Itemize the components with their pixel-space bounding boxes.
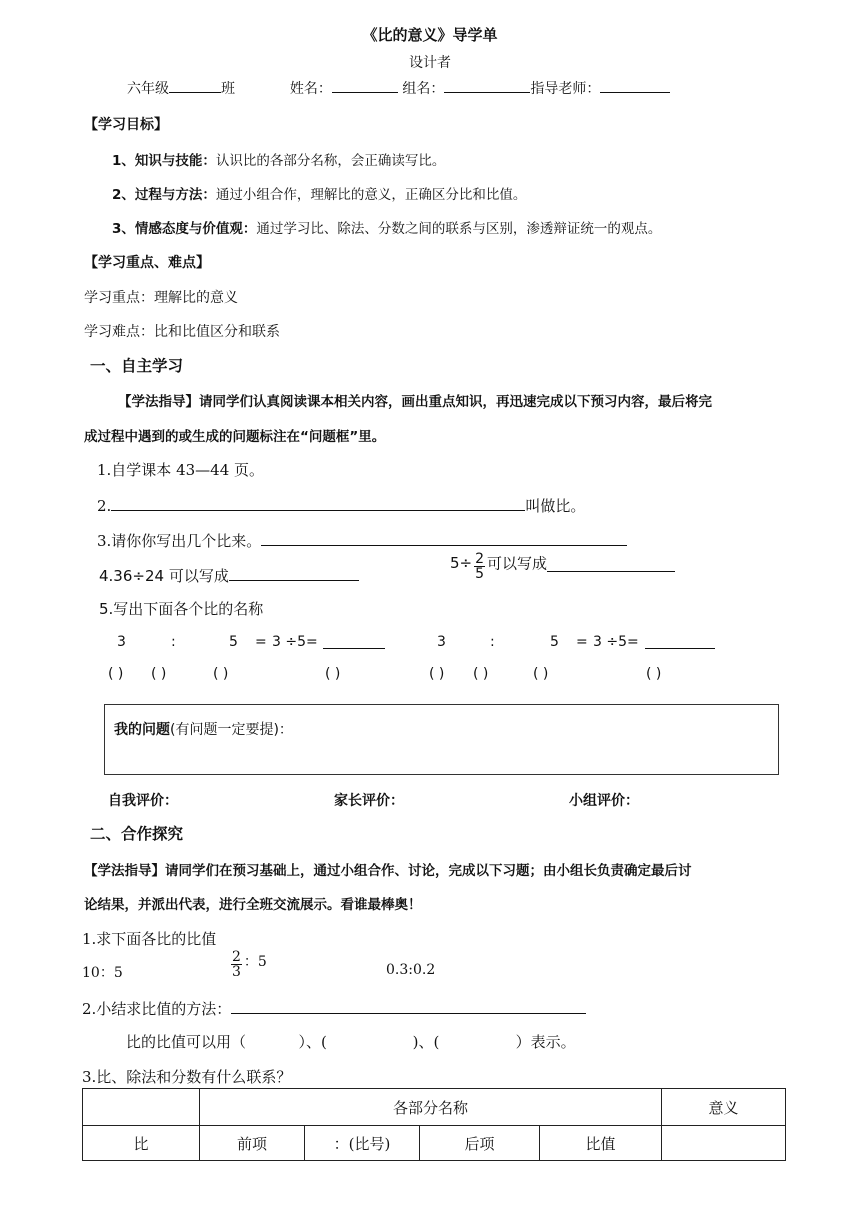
ratio-antecedent: 3 (117, 634, 126, 650)
paren-blank[interactable]: ( ) (473, 666, 489, 682)
objective-text: 通过学习比、除法、分数之间的联系与区别，渗透辩证统一的观点。 (256, 221, 662, 237)
paren-blank[interactable]: ( ) (213, 666, 229, 682)
ratio-equals: = (255, 634, 267, 650)
question-box-hint: (有问题一定要提)： (170, 722, 293, 738)
question-3 (97, 529, 627, 551)
ratio-relations-table (82, 1088, 786, 1161)
ratio-equals: = (576, 634, 588, 650)
fraction-two-fifths (474, 551, 485, 582)
question-2-suffix: 叫做比。 (525, 497, 586, 515)
difficulty-label: 学习难点： (84, 324, 154, 340)
paren-blank[interactable]: ( ) (151, 666, 167, 682)
question-4a (99, 564, 359, 586)
objective-item-3 (112, 217, 661, 237)
method-blank[interactable] (231, 997, 586, 1014)
objective-item-1 (112, 149, 445, 169)
question-4b-suffix: 可以写成 (487, 554, 548, 573)
question-4b-blank[interactable] (547, 555, 675, 572)
ratio-expression: 3 ÷5= (272, 634, 318, 650)
ratio-antecedent: 3 (437, 634, 446, 650)
question-3-text: 3.请你你写出几个比来。 (97, 532, 262, 550)
ratio-consequent: 5 (550, 634, 559, 650)
fraction-denominator: 5 (475, 566, 485, 582)
paren-blank[interactable]: ( ) (108, 666, 124, 682)
fraction-numerator: 2 (475, 551, 485, 567)
paren-blank[interactable]: ( ) (325, 666, 341, 682)
ratio-colon: : (490, 634, 495, 650)
objectives-heading: 【学习目标】 (84, 117, 168, 133)
section-1-guide-line-2: 成过程中遇到的或生成的问题标注在“问题框”里。 (84, 429, 386, 445)
question-4a-blank[interactable] (229, 564, 359, 581)
table-cell: 比值 (540, 1126, 662, 1161)
keypoints-heading: 【学习重点、难点】 (84, 255, 210, 271)
question-box[interactable] (104, 704, 779, 775)
question-4b (450, 552, 675, 586)
class-label: 班 (221, 81, 235, 97)
fraction-denominator: 3 (232, 964, 241, 980)
parent-evaluation-label: 家长评价： (334, 793, 404, 809)
name-blank[interactable] (332, 78, 398, 93)
table-cell: ：(比号) (305, 1126, 420, 1161)
ratio-value-blank[interactable] (323, 634, 385, 649)
section-1-guide-line-1: 【学法指导】请同学们认真阅读课本相关内容，画出重点知识，再迅速完成以下预习内容，最后将完 (118, 394, 712, 410)
focus-text: 理解比的意义 (154, 290, 238, 306)
question-2-blank[interactable] (111, 494, 525, 511)
table-cell: 前项 (200, 1126, 305, 1161)
table-cell: 后项 (420, 1126, 540, 1161)
focus-line (84, 287, 238, 307)
question-5: 5.写出下面各个比的名称 (99, 600, 264, 618)
table-header-row (83, 1089, 786, 1126)
ratio-problem-2 (229, 950, 267, 984)
focus-label: 学习重点： (84, 290, 154, 306)
group-evaluation-label: 小组评价： (569, 793, 639, 809)
ratio-consequent: 5 (229, 634, 238, 650)
difficulty-line (84, 321, 280, 341)
objective-text: 通过小组合作，理解比的意义，正确区分比和比值。 (215, 187, 527, 203)
question-3-blank[interactable] (261, 529, 627, 546)
question-4a-text: 4.36÷24 可以写成 (99, 567, 229, 585)
section-1-heading: 一、自主学习 (90, 357, 184, 375)
section-2-guide-line-2: 论结果，并派出代表，进行全班交流展示。看谁最棒奥！ (84, 897, 422, 913)
ratio-colon: : (171, 634, 176, 650)
class-blank[interactable] (169, 78, 221, 93)
section-2-question-2 (82, 997, 586, 1019)
ratio-expression: 3 ÷5= (593, 634, 639, 650)
name-label: 姓名： (289, 81, 332, 97)
ratio-problem-2-rest: ：5 (243, 954, 267, 970)
paren-blank[interactable]: ( ) (646, 666, 662, 682)
ratio-value-blank[interactable] (645, 634, 715, 649)
section-2-question-3: 3.比、除法和分数有什么联系？ (82, 1068, 292, 1086)
objective-label: 3、情感态度与价值观： (112, 221, 257, 237)
group-label: 组名： (402, 81, 445, 97)
ratio-value-forms-line: 比的比值可以用（ ）、( )、( ）表示。 (126, 1033, 576, 1051)
table-cell-meaning-blank[interactable] (662, 1126, 786, 1161)
question-4b-prefix: 5÷ (450, 554, 473, 572)
ratio-problem-3: 0.3:0.2 (386, 962, 436, 978)
objective-label: 1、知识与技能： (112, 153, 216, 169)
fraction-numerator: 2 (232, 949, 241, 965)
question-2-prefix: 2. (97, 497, 112, 515)
self-evaluation-label: 自我评价： (108, 793, 178, 809)
page-title: 《比的意义》导学单 (362, 26, 498, 44)
objective-item-2 (112, 183, 526, 203)
question-box-title: 我的问题 (114, 722, 170, 738)
student-info-line (127, 78, 670, 98)
table-row-label: 比 (83, 1126, 200, 1161)
objective-label: 2、过程与方法： (112, 187, 216, 203)
table-row (83, 1126, 786, 1161)
question-box-label (114, 719, 293, 739)
objective-text: 认识比的各部分名称，会正确读写比。 (215, 153, 446, 169)
table-header-parts: 各部分名称 (200, 1089, 662, 1126)
paren-blank[interactable]: ( ) (429, 666, 445, 682)
grade-label: 六年级 (127, 81, 169, 97)
designer-label: 设计者 (409, 55, 451, 71)
section-2-question-1: 1.求下面各比的比值 (82, 930, 217, 948)
question-2 (97, 494, 585, 516)
difficulty-text: 比和比值区分和联系 (154, 324, 280, 340)
teacher-blank[interactable] (600, 78, 670, 93)
fraction-two-thirds (231, 949, 242, 980)
paren-blank[interactable]: ( ) (533, 666, 549, 682)
section-2-guide-line-1: 【学法指导】请同学们在预习基础上，通过小组合作、讨论，完成以下习题；由小组长负责确定最后讨 (84, 863, 692, 879)
section-2-heading: 二、合作探究 (90, 825, 184, 843)
section-2-question-2-text: 2.小结求比值的方法： (82, 1000, 232, 1018)
group-blank[interactable] (444, 78, 530, 93)
question-1: 1.自学课本 43—44 页。 (97, 461, 265, 479)
table-cell-empty (83, 1089, 200, 1126)
table-header-meaning: 意义 (662, 1089, 786, 1126)
teacher-label: 指导老师： (530, 81, 601, 97)
ratio-problem-1: 10：5 (82, 965, 123, 981)
